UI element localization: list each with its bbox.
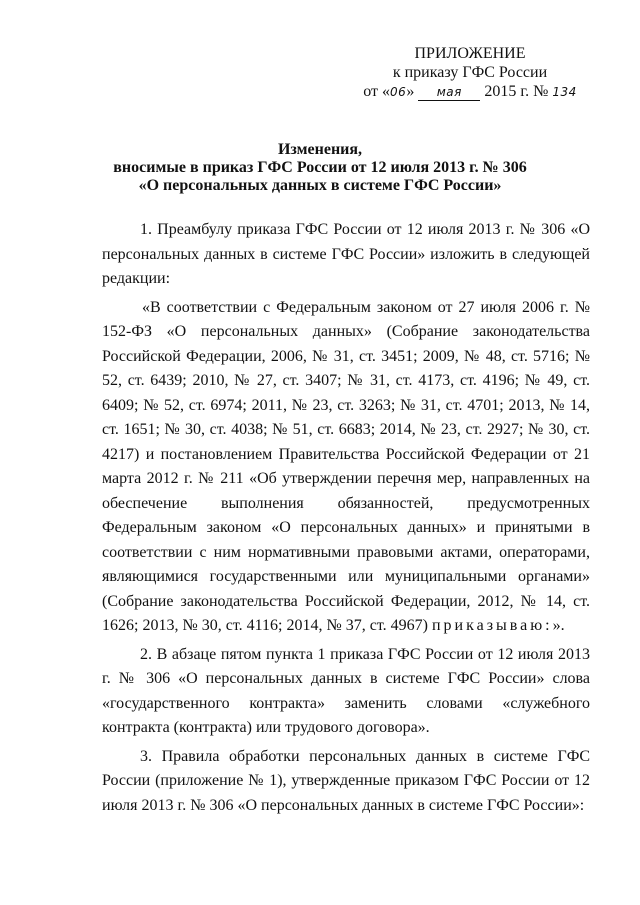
title-line-1: Изменения, <box>277 141 363 158</box>
appendix-date-line <box>340 82 600 102</box>
paragraph-2: 2. В абзаце пятом пункта 1 приказа ГФС России от 12 июля 2013 г. № 306 «О персональных данных в системе ГФС России» слова «государственного контракта» заменить словами «служебного контракта (контракта) или трудового договора». <box>102 645 590 736</box>
date-mid: » <box>406 83 415 100</box>
handwritten-day: 06 <box>390 85 407 99</box>
date-prefix: от « <box>363 83 391 100</box>
paragraph-3: 3. Правила обработки персональных данных в системе ГФС России (приложение № 1), утвержденные приказом ГФС России от 12 июля 2013 г. № 306 «О персональных данных в системе ГФС России»: <box>102 747 590 814</box>
preamble-text: «В соответствии с Федеральным законом от 27 июля 2006 г. № 152-ФЗ «О персональных данных» (Собрание законодательства Российской Федерации, 2006, № 31, ст. 3451; 2009, № 48, ст. 5716; № 52, ст. 6439; 2010, № 27, ст. 3407; № 31, ст. 4173, ст. 4196; № 49, ст. 6409; № 52, ст. 6974; 2011, № 23, ст. 3263; № 31, ст. 4701; 2013, № 14, ст. 1651; № 30, ст. 4038; № 51, ст. 6683; 2014, № 23, ст. 2927; № 30, ст. 4217) и постановлением Правительства Российской Федерации от 21 марта 2012 г. № 211 «Об утверждении перечня мер, направленных на обеспечение выполнения обязанностей, предусмотренных Федеральным законом «О персональных данных» и принятыми в соответствии с ним нормативными правовыми актами, операторами, являющимися государственными или муниципальными органами» (Собрание законодательства Российской Федерации, 2012, № 14, ст. 1626; 2013, № 30, ст. 4116; 2014, № 37, ст. 4967) <box>102 298 590 634</box>
paragraph-preamble <box>102 296 590 639</box>
document-body <box>102 218 590 822</box>
handwritten-month: мая <box>418 84 480 101</box>
date-year: 2015 г. № <box>484 83 549 100</box>
document-title <box>40 141 600 195</box>
appendix-order-ref: к приказу ГФС России <box>392 64 548 81</box>
preamble-order-word: приказываю: <box>431 617 553 634</box>
preamble-end: ». <box>552 617 565 634</box>
appendix-header <box>340 44 600 102</box>
title-line-3: «О персональных данных в системе ГФС России» <box>138 177 502 194</box>
handwritten-number: 134 <box>552 85 577 99</box>
paragraph-1: 1. Преамбулу приказа ГФС России от 12 июля 2013 г. № 306 «О персональных данных в системе ГФС России» изложить в следующей редакции: <box>102 221 590 287</box>
title-line-2: вносимые в приказ ГФС России от 12 июля 2013 г. № 306 <box>113 159 527 176</box>
appendix-label: ПРИЛОЖЕНИЕ <box>414 45 526 62</box>
